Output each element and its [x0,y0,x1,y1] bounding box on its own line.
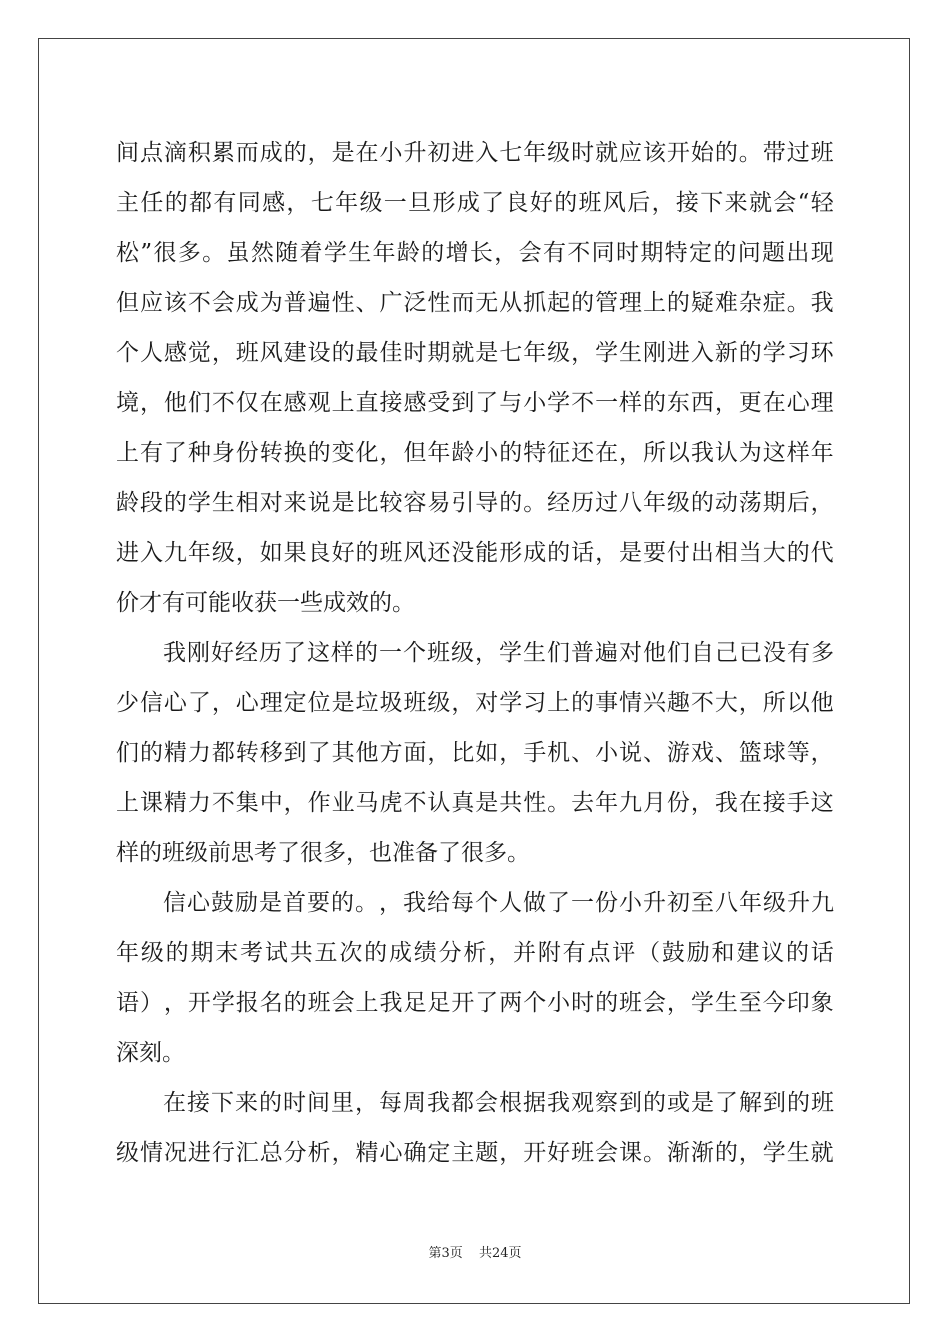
document-body [116,128,834,1178]
text-line: 进 入 九 年 级 ， 如 果 良 好 的 班 风 还 没 能 形 成 的 话 ， 是 要 付 出 相 当 大 的 代 [116,540,834,566]
text-line: 上 有 了 种 身 份 转 换 的 变 化 ， 但 年 龄 小 的 特 征 还 在 ， 所 以 我 认 为 这 样 年 [116,440,834,466]
text-line: 样的班级前思考了很多，也准备了很多。 [116,840,530,866]
text-line: 上 课 精 力 不 集 中 ， 作 业 马 虎 不 认 真 是 共 性 。 去 年 九 月 份 ， 我 在 接 手 这 [116,790,834,816]
text-line: 境 ， 他 们 不 仅 在 感 观 上 直 接 感 受 到 了 与 小 学 不 一 样 的 东 西 ， 更 在 心 理 [116,390,834,416]
text-line: 级 情 况 进 行 汇 总 分 析 ， 精 心 确 定 主 题 ， 开 好 班 会 课 。 渐 渐 的 ， 学 生 就 [116,1140,834,1166]
page-footer [0,1242,950,1261]
text-line: 间 点 滴 积 累 而 成 的 ， 是 在 小 升 初 进 入 七 年 级 时 就 应 该 开 始 的 。 带 过 班 [116,140,834,166]
text-line: 信 心 鼓 励 是 首 要 的 。 ， 我 给 每 个 人 做 了 一 份 小 升 初 至 八 年 级 升 九 [163,890,834,916]
text-line: 价才有可能收获一些成效的。 [116,590,415,616]
text-line: 个 人 感 觉 ， 班 风 建 设 的 最 佳 时 期 就 是 七 年 级 ， 学 生 刚 进 入 新 的 学 习 环 [116,340,834,366]
text-line: 语 ） ， 开 学 报 名 的 班 会 上 我 足 足 开 了 两 个 小 时 的 班 会 ， 学 生 至 今 印 象 [116,990,834,1016]
text-line: 深刻。 [116,1040,185,1066]
text-line: 年 级 的 期 末 考 试 共 五 次 的 成 绩 分 析 ， 并 附 有 点 评 （ 鼓 励 和 建 议 的 话 [116,940,834,966]
text-line: 少 信 心 了 ， 心 理 定 位 是 垃 圾 班 级 ， 对 学 习 上 的 事 情 兴 趣 不 大 ， 所 以 他 [116,690,834,716]
text-line: 但 应 该 不 会 成 为 普 遍 性 、 广 泛 性 而 无 从 抓 起 的 管 理 上 的 疑 难 杂 症 。 我 [116,290,834,316]
text-line: 主 任 的 都 有 同 感 ， 七 年 级 一 旦 形 成 了 良 好 的 班 风 后 ， 接 下 来 就 会 “ 轻 [116,190,834,216]
page-total: 共24页 [478,1246,522,1261]
text-line: 龄 段 的 学 生 相 对 来 说 是 比 较 容 易 引 导 的 。 经 历 过 八 年 级 的 动 荡 期 后 ， [116,490,834,516]
text-line: 们 的 精 力 都 转 移 到 了 其 他 方 面 ， 比 如 ， 手 机 、 小 说 、 游 戏 、 篮 球 等 ， [116,740,834,766]
page-number: 第3页 [428,1246,463,1261]
text-line: 在 接 下 来 的 时 间 里 ， 每 周 我 都 会 根 据 我 观 察 到 的 或 是 了 解 到 的 班 [163,1090,834,1116]
text-line: 我 刚 好 经 历 了 这 样 的 一 个 班 级 ， 学 生 们 普 遍 对 他 们 自 己 已 没 有 多 [163,640,834,666]
text-line: 松 ” 很 多 。 虽 然 随 着 学 生 年 龄 的 增 长 ， 会 有 不 同 时 期 特 定 的 问 题 出 现 [116,240,834,266]
